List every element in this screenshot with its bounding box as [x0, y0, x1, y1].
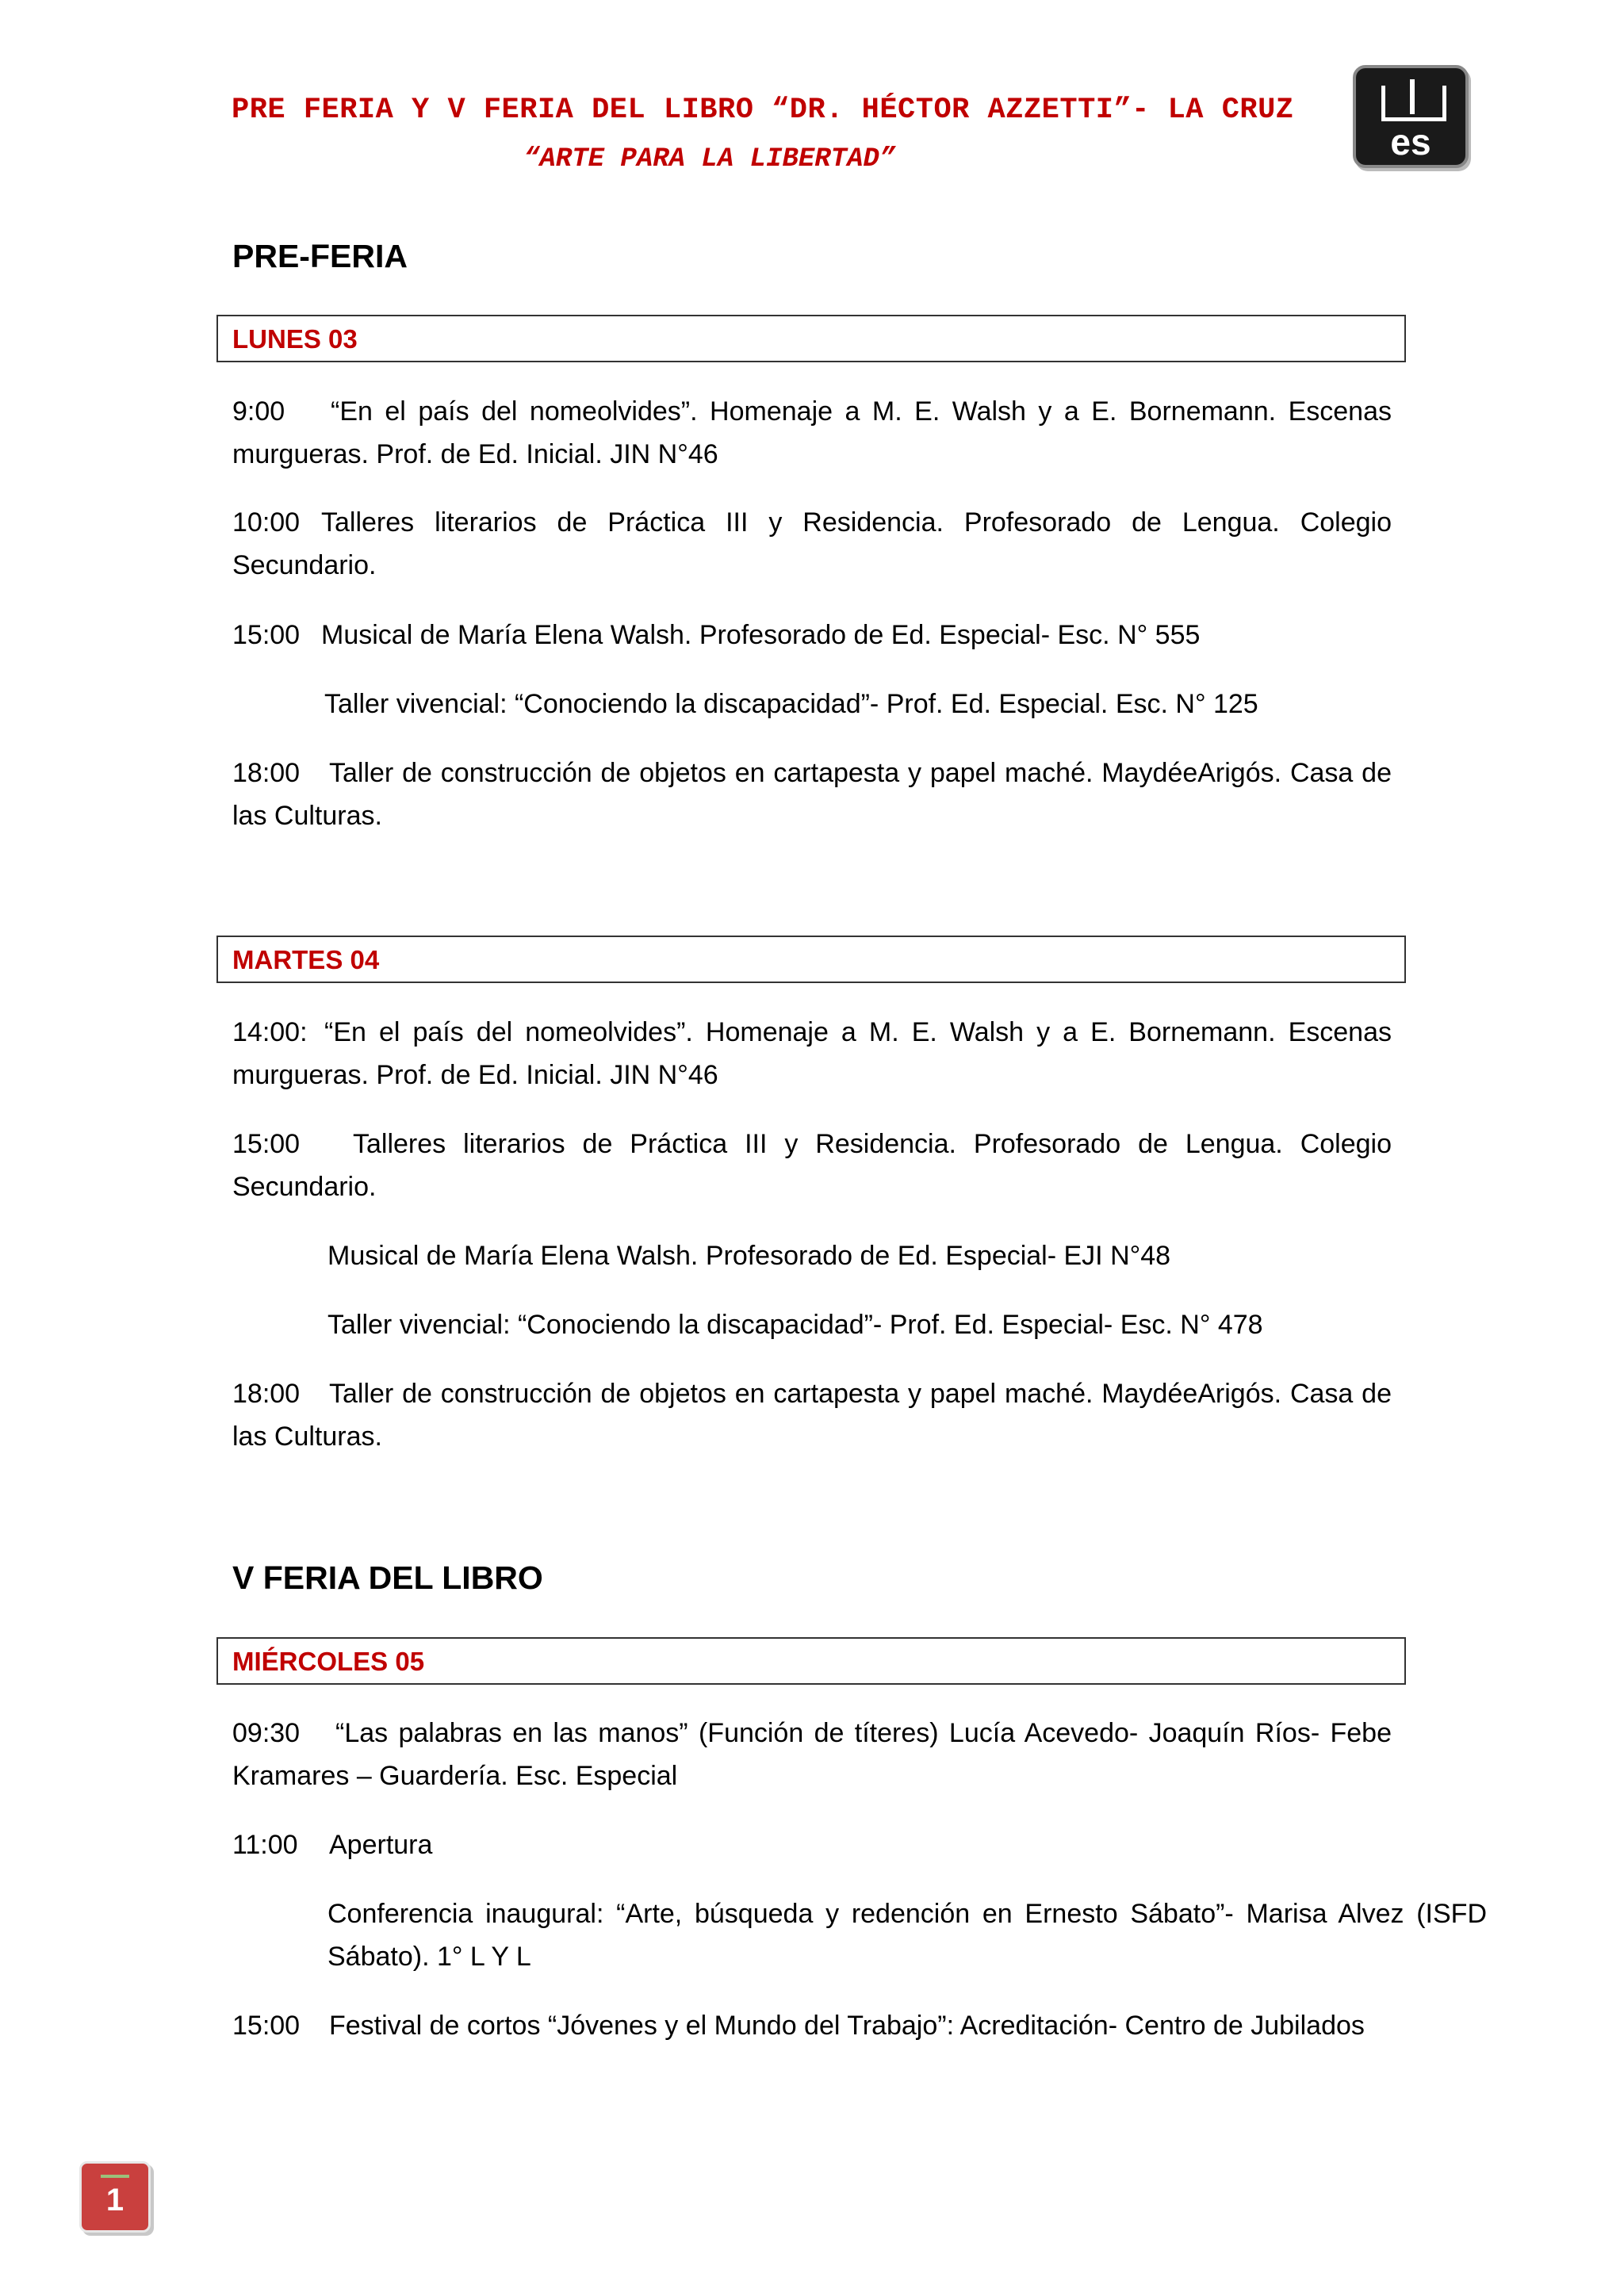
event-time: 15:00 [232, 1129, 301, 1159]
document-subtitle: “ARTE PARA LA LIBERTAD” [523, 144, 896, 174]
event-time: 18:00 [232, 758, 301, 788]
day-label: MIÉRCOLES 05 [232, 1647, 425, 1676]
day-label: LUNES 03 [232, 324, 358, 354]
logo-text: es [1390, 121, 1431, 163]
event-description: Taller vivencial: “Conociendo la discapacidad”- Prof. Ed. Especial. Esc. N° 125 [324, 689, 1258, 719]
event-item [232, 390, 1392, 476]
event-time: 9:00 [232, 396, 285, 427]
event-item [232, 1011, 1392, 1096]
event-description: “Las palabras en las manos” (Función de títeres) Lucía Acevedo- Joaquín Ríos- Febe Kramares – Guardería. Esc. Especial [232, 1718, 1392, 1791]
event-item [232, 683, 1484, 725]
event-description: Talleres literarios de Práctica III y Residencia. Profesorado de Lengua. Colegio Secundario. [232, 507, 1392, 580]
section-title-preferia: PRE-FERIA [232, 238, 408, 274]
event-description: Taller de construcción de objetos en cartapesta y papel maché. MaydéeArigós. Casa de las Culturas. [232, 1379, 1392, 1452]
event-time: 15:00 [232, 620, 301, 650]
book-icon [1381, 86, 1446, 121]
event-time: 09:30 [232, 1718, 301, 1748]
event-description: Taller vivencial: “Conociendo la discapacidad”- Prof. Ed. Especial- Esc. N° 478 [327, 1310, 1263, 1340]
day-header-lunes [216, 315, 1406, 362]
event-item [232, 1712, 1392, 1797]
event-item [232, 501, 1392, 587]
event-time: 15:00 [232, 2011, 301, 2041]
event-item [232, 752, 1392, 837]
event-description: Taller de construcción de objetos en cartapesta y papel maché. MaydéeArigós. Casa de las Culturas. [232, 758, 1392, 831]
event-item [232, 1303, 1487, 1346]
event-description: Talleres literarios de Práctica III y Residencia. Profesorado de Lengua. Colegio Secundario. [232, 1129, 1392, 1202]
event-description: Musical de María Elena Walsh. Profesorado de Ed. Especial- Esc. N° 555 [321, 620, 1201, 650]
day-header-martes [216, 936, 1406, 983]
event-time: 14:00: [232, 1017, 308, 1047]
day-header-miercoles [216, 1637, 1406, 1685]
event-item [232, 1123, 1392, 1208]
event-item [232, 2004, 1392, 2047]
event-item [232, 614, 1392, 656]
institution-logo [1353, 65, 1469, 168]
page-number: 1 [79, 2161, 151, 2233]
document-title: PRE FERIA Y V FERIA DEL LIBRO “DR. HÉCTOR AZZETTI”- LA CRUZ [232, 94, 1294, 127]
event-item [232, 1823, 1392, 1866]
event-time: 10:00 [232, 507, 301, 538]
event-item [232, 1892, 1487, 1978]
event-description: Musical de María Elena Walsh. Profesorado de Ed. Especial- EJI N°48 [327, 1241, 1171, 1271]
event-time: 18:00 [232, 1379, 301, 1409]
day-label: MARTES 04 [232, 945, 380, 974]
event-item [232, 1234, 1487, 1277]
event-item [232, 1372, 1392, 1458]
event-description: Festival de cortos “Jóvenes y el Mundo del Trabajo”: Acreditación- Centro de Jubilados [329, 2011, 1365, 2041]
event-description: “En el país del nomeolvides”. Homenaje a M. E. Walsh y a E. Bornemann. Escenas murgueras. Prof. de Ed. Inicial. JIN N°46 [232, 1017, 1392, 1090]
event-time: 11:00 [232, 1830, 298, 1860]
event-description: Apertura [329, 1830, 433, 1860]
event-description: Conferencia inaugural: “Arte, búsqueda y redención en Ernesto Sábato”- Marisa Alvez (ISFD Sábato). 1° L Y L [327, 1899, 1487, 1972]
event-description: “En el país del nomeolvides”. Homenaje a M. E. Walsh y a E. Bornemann. Escenas murgueras. Prof. de Ed. Inicial. JIN N°46 [232, 396, 1392, 469]
section-title-feria: V FERIA DEL LIBRO [232, 1559, 543, 1596]
